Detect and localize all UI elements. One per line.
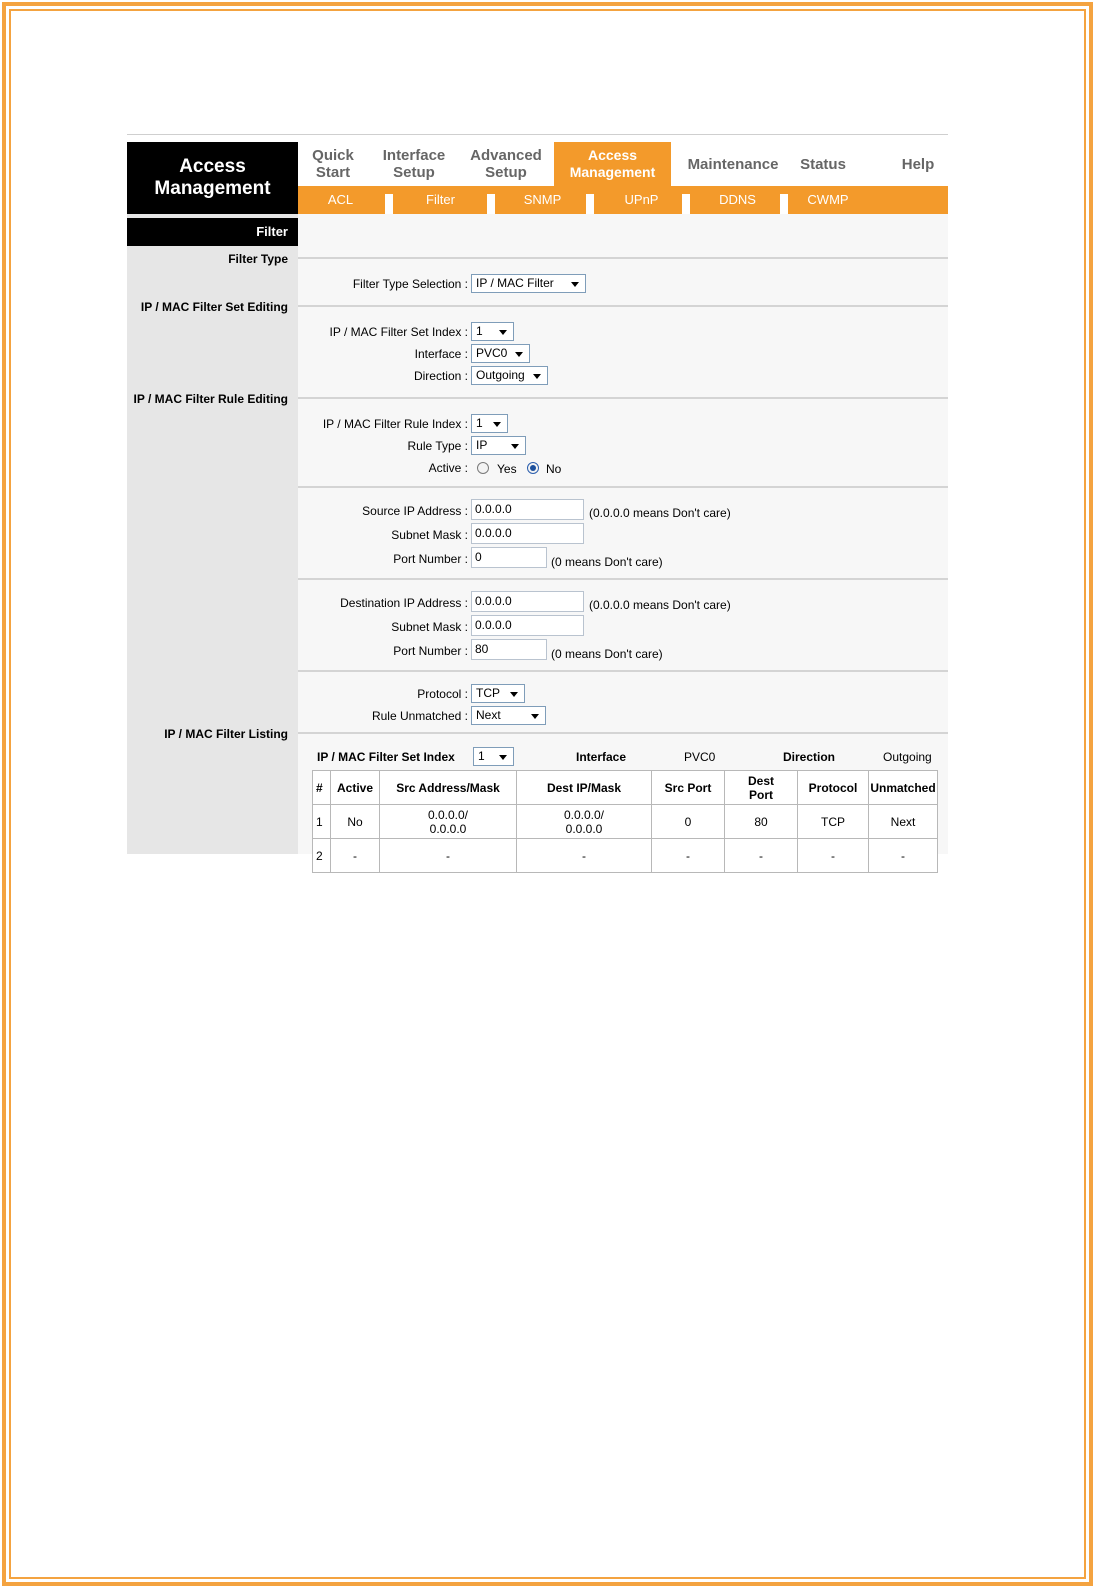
rule-index-value: 1 (476, 416, 483, 430)
cell-active: - (331, 839, 380, 873)
section-label-set-editing: IP / MAC Filter Set Editing (140, 300, 288, 314)
destination-port-input[interactable]: 80 (471, 639, 547, 660)
listing-direction-label: Direction (783, 750, 836, 764)
section-divider (298, 732, 948, 734)
rule-type-value: IP (476, 438, 488, 452)
nav-label: Interface (382, 147, 446, 164)
nav-label: Quick (312, 147, 354, 164)
source-ip-note: (0.0.0.0 means Don't care) (589, 506, 731, 520)
section-divider (298, 578, 948, 580)
destination-port-note: (0 means Don't care) (551, 647, 663, 661)
subnav-separator (487, 194, 495, 214)
rule-type-select[interactable] (471, 436, 526, 455)
nav-label: Access (587, 147, 638, 163)
col-header-number: # (313, 771, 331, 805)
nav-label: Status (800, 155, 846, 173)
set-index-label: IP / MAC Filter Set Index : (329, 325, 468, 339)
rule-unmatched-label: Rule Unmatched : (371, 709, 468, 723)
subnav-acl[interactable]: ACL (327, 192, 354, 207)
active-yes-label: Yes (497, 462, 517, 476)
subnav-ddns[interactable]: DDNS (719, 192, 756, 207)
col-header-dest-ip: Dest IP/Mask (517, 771, 652, 805)
section-divider (298, 257, 948, 259)
direction-label: Direction : (413, 369, 468, 383)
cell-src-address (380, 805, 517, 839)
subnav-upnp[interactable]: UPnP (624, 192, 659, 207)
table-row[interactable] (313, 839, 938, 873)
cell-dest-port: - (725, 839, 798, 873)
col-header-unmatched: Unmatched (869, 771, 938, 805)
interface-label: Interface : (414, 347, 468, 361)
nav-advanced-setup[interactable] (460, 142, 552, 186)
cell-src-port: - (652, 839, 725, 873)
section-divider (298, 397, 948, 399)
set-index-value: 1 (476, 324, 483, 338)
cell-dest-ip: - (517, 839, 652, 873)
dropdown-arrow-icon (511, 444, 519, 449)
nav-label: Management (569, 164, 656, 180)
listing-direction-value: Outgoing (883, 750, 932, 764)
col-header-protocol: Protocol (798, 771, 869, 805)
cell-dest-ip (517, 805, 652, 839)
subnav-separator (586, 194, 594, 214)
table-header-row (313, 771, 938, 805)
cell-protocol: TCP (798, 805, 869, 839)
subnav-separator (780, 194, 788, 214)
cell-src-address-text: 0.0.0.0/ 0.0.0.0 (427, 807, 469, 836)
direction-value: Outgoing (476, 368, 525, 382)
direction-select[interactable] (471, 366, 548, 385)
nav-quick-start[interactable] (298, 142, 368, 186)
cell-dest-port: 80 (725, 805, 798, 839)
col-header-src-port: Src Port (652, 771, 725, 805)
cell-protocol: - (798, 839, 869, 873)
cell-active: No (331, 805, 380, 839)
nav-label: Start (315, 164, 351, 181)
dropdown-arrow-icon (571, 282, 579, 287)
listing-set-index-value: 1 (478, 749, 485, 763)
nav-access-management[interactable] (554, 142, 671, 186)
destination-mask-label: Subnet Mask : (391, 620, 468, 634)
listing-set-index-label: IP / MAC Filter Set Index (317, 750, 455, 764)
protocol-select[interactable] (471, 684, 525, 703)
source-port-input[interactable]: 0 (471, 547, 547, 568)
top-divider (127, 134, 948, 135)
destination-ip-note: (0.0.0.0 means Don't care) (589, 598, 731, 612)
active-label: Active : (428, 461, 468, 475)
cell-unmatched: - (869, 839, 938, 873)
nav-label: Setup (393, 164, 435, 181)
filter-type-label: Filter Type Selection : (352, 277, 468, 291)
nav-label: Advanced (470, 147, 542, 164)
sidebar-header: Filter (127, 218, 298, 246)
section-divider (298, 486, 948, 488)
destination-ip-label: Destination IP Address : (340, 596, 468, 610)
dropdown-arrow-icon (493, 422, 501, 427)
col-header-dest-port (725, 771, 798, 805)
dropdown-arrow-icon (510, 692, 518, 697)
filter-type-value: IP / MAC Filter (476, 276, 554, 290)
rule-index-select[interactable] (471, 414, 508, 433)
subnav-separator (385, 194, 393, 214)
interface-value: PVC0 (476, 346, 508, 360)
cell-number: 1 (313, 805, 331, 839)
nav-label: Help (901, 155, 935, 173)
nav-label: Setup (485, 164, 527, 181)
destination-mask-input[interactable]: 0.0.0.0 (471, 615, 584, 636)
protocol-value: TCP (476, 686, 500, 700)
filter-listing-table (312, 770, 938, 873)
source-port-label: Port Number : (393, 552, 468, 566)
nav-interface-setup[interactable] (368, 142, 460, 186)
cell-unmatched: Next (869, 805, 938, 839)
subnav-snmp[interactable]: SNMP (523, 192, 562, 207)
section-label-filter-type: Filter Type (228, 252, 288, 266)
dropdown-arrow-icon (515, 352, 523, 357)
section-divider (298, 670, 948, 672)
brand-line-2: Management (154, 178, 271, 199)
rule-type-label: Rule Type : (407, 439, 468, 453)
dropdown-arrow-icon (533, 374, 541, 379)
destination-port-label: Port Number : (393, 644, 468, 658)
nav-status[interactable] (788, 142, 858, 186)
source-ip-label: Source IP Address : (362, 504, 468, 518)
nav-maintenance[interactable] (678, 142, 788, 186)
nav-help[interactable] (888, 142, 948, 186)
source-ip-input[interactable]: 0.0.0.0 (471, 499, 584, 520)
interface-select[interactable] (471, 344, 530, 363)
section-label-listing: IP / MAC Filter Listing (164, 727, 288, 741)
col-header-active: Active (331, 771, 380, 805)
subnav-separator (682, 194, 690, 214)
main-nav (298, 142, 948, 186)
cell-src-port: 0 (652, 805, 725, 839)
col-header-src-address: Src Address/Mask (380, 771, 517, 805)
router-ui (127, 134, 948, 863)
rule-unmatched-value: Next (476, 708, 501, 722)
table-row[interactable] (313, 805, 938, 839)
cell-dest-ip-text: 0.0.0.0/ 0.0.0.0 (563, 807, 605, 836)
subnav-cwmp[interactable]: CWMP (807, 192, 849, 207)
active-no-label: No (546, 462, 562, 476)
active-yes-radio[interactable] (477, 462, 489, 474)
filter-type-select[interactable] (471, 274, 586, 293)
protocol-label: Protocol : (417, 687, 468, 701)
listing-interface-value: PVC0 (684, 750, 716, 764)
cell-number: 2 (313, 839, 331, 873)
rule-unmatched-select[interactable] (471, 706, 546, 725)
source-port-note: (0 means Don't care) (551, 555, 663, 569)
sub-nav (298, 186, 948, 214)
dropdown-arrow-icon (531, 714, 539, 719)
active-no-radio[interactable] (527, 462, 539, 474)
col-header-dest-port-text: Dest Port (747, 773, 774, 802)
source-mask-input[interactable]: 0.0.0.0 (471, 523, 584, 544)
listing-set-index-select[interactable] (473, 747, 514, 766)
brand-line-1: Access (179, 156, 246, 177)
dropdown-arrow-icon (499, 330, 507, 335)
subnav-filter[interactable]: Filter (426, 192, 455, 207)
rule-index-label: IP / MAC Filter Rule Index : (322, 417, 468, 431)
brand-block (127, 142, 298, 214)
nav-label: Maintenance (687, 155, 779, 173)
section-label-rule-editing: IP / MAC Filter Rule Editing (133, 392, 288, 406)
dropdown-arrow-icon (499, 755, 507, 760)
cell-src-address: - (380, 839, 517, 873)
listing-interface-label: Interface (576, 750, 627, 764)
section-divider (298, 305, 948, 307)
set-index-select[interactable] (471, 322, 514, 341)
source-mask-label: Subnet Mask : (391, 528, 468, 542)
destination-ip-input[interactable]: 0.0.0.0 (471, 591, 584, 612)
